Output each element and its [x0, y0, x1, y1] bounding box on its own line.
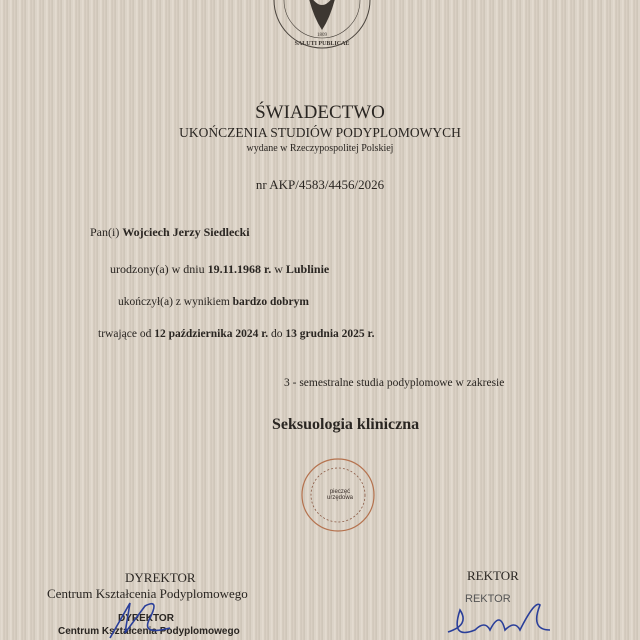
seal-year: 1809: [317, 33, 327, 38]
rector-title: REKTOR: [467, 568, 519, 583]
holder-name: Wojciech Jerzy Siedlecki: [122, 225, 250, 239]
stamp-text: pieczęć urzędowa: [326, 489, 353, 501]
issued-text: wydane w Rzeczypospolitej Polskiej: [246, 143, 394, 154]
pan-label: Pan(i): [90, 225, 120, 239]
grade-line: [118, 296, 309, 308]
end-date: 13 grudnia 2025 r.: [285, 328, 375, 340]
university-seal: [262, 0, 382, 60]
certificate-title: ŚWIADECTWO: [255, 102, 385, 123]
duration-line: [98, 328, 374, 340]
semesters-line: [284, 377, 504, 389]
grade: bardzo dobrym: [232, 296, 309, 308]
birth-place: Lublinie: [285, 262, 330, 276]
born-label: urodzony(a): [110, 262, 169, 276]
director-signature: [100, 598, 180, 640]
official-stamp: [300, 455, 380, 535]
born-place-label: w: [274, 262, 283, 276]
semesters-count: 3: [284, 377, 290, 389]
start-date: 12 października 2024 r.: [154, 328, 269, 340]
semesters-text: - semestralne studia podyplomowe w zakresie: [292, 377, 505, 389]
director-title: DYREKTOR: [125, 570, 196, 585]
director-unit: Centrum Kształcenia Podyplomowego: [47, 586, 248, 601]
director-stamp-title: DYREKTOR: [118, 613, 174, 624]
birth-line: [110, 262, 329, 277]
birth-date: 19.11.1968 r.: [207, 262, 272, 276]
director-stamp-unit: Centrum Kształcenia Podyplomowego: [58, 626, 240, 637]
completed-label: ukończył(a) z wynikiem: [118, 296, 230, 308]
rector-stamp-title: REKTOR: [465, 593, 511, 605]
seal-motto: SALUTI PUBLICAE: [294, 41, 350, 47]
duration-label: trwające od: [98, 328, 152, 340]
born-day-label: w dniu: [171, 262, 205, 276]
to-label: do: [271, 328, 283, 340]
rector-signature: [440, 600, 560, 640]
certificate-number: nr AKP/4583/4456/2026: [255, 177, 385, 192]
field-of-study: Seksuologia kliniczna: [272, 416, 420, 433]
certificate-subtitle: UKOŃCZENIA STUDIÓW PODYPLOMOWYCH: [179, 125, 461, 140]
name-line: [90, 225, 250, 240]
